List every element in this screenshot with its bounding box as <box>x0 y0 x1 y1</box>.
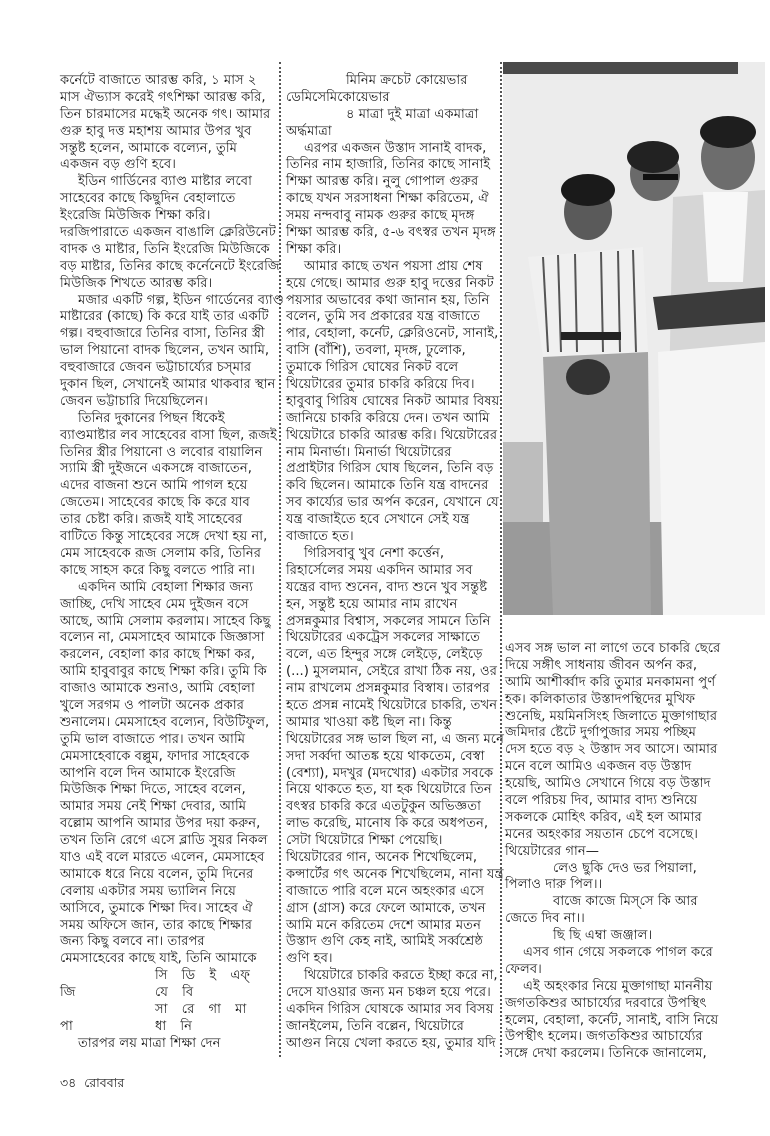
text-line: তার চেষ্টা করি। রূজই যাই সাহেবের <box>60 512 243 528</box>
notation-right: ধা নি <box>155 1018 193 1034</box>
magazine-name: রোববার <box>84 1075 125 1090</box>
notation-left: জি <box>60 985 76 1001</box>
text-line: থিয়েটারের তুমার চাকরি করিয়ে দিব। <box>286 377 475 393</box>
text-line: বেলায় একটার সময় ভ্যালিন নিয়ে <box>60 883 236 899</box>
text-line: বলে, এত হিন্দুর সঙ্গে লেইড়ে, লেইড়ে <box>286 647 483 663</box>
text-line: আমাকে ধরে নিয়ে বলেন, তুমি দিনের <box>60 866 254 882</box>
text-line: একদিন গিরিস ঘোষকে আমার সব বিসয় <box>286 1001 494 1017</box>
text-line: তিন চারমাসের মদ্ধেই অনেক গৎ। আমার <box>60 106 271 122</box>
text-line: হতে প্রসন্ন নামেই থিয়েটারে চাকরি, তখন <box>286 697 498 713</box>
text-line: মেমসাহেবের কাছে যাই, তিনি আমাকে <box>60 951 257 967</box>
text-line: বড় মাষ্টার, তিনির কাছে কর্নেনেটে ইংরেজি <box>60 258 280 274</box>
text-line: বহুবাজারে জেবন ভট্টাচার্য্যের চস্‌মার <box>60 360 252 376</box>
text-line: অর্দ্ধমাত্রা <box>286 123 332 139</box>
text-line: সেটা থিয়েটারে শিক্ষা পেয়েছি। <box>286 833 443 849</box>
text-line: মেমসাহেবাকে বল্লুম, ফাদার সাহেবকে <box>60 748 250 764</box>
text-line: বাজাও আমাকে শুনাও, আমি বেহালা <box>60 681 255 697</box>
text-line: বাজাতে পারি বলে মনে অহংকার এসে <box>286 883 485 899</box>
text-line: দিয়ে সঙ্গীৎ সাধনায় জীবন অর্পন কর, <box>505 657 698 673</box>
text-line: এই অহংকার নিয়ে মুক্তাগাছা মাননীয় <box>523 978 713 994</box>
text-line: দেসে যাওয়ার জন্য মন চঞ্চল হয়ে পরে। <box>286 985 491 1001</box>
text-line: আমি আশীর্ব্বাদ করি তুমার মনকামনা পুর্ণ <box>505 674 716 690</box>
text-line: সদা সর্ব্বদা আতঙ্ক হয়ে থাকতেম, বেস্বা <box>286 748 485 764</box>
text-line: আপনি বলে দিন আমাকে ইংরেজি <box>60 765 236 781</box>
notation-line <box>60 1002 276 1019</box>
text-line: আমি হাবুবাবুর কাছে শিক্ষা করি। তুমি কি <box>60 664 267 680</box>
text-line: এসব গান গেয়ে সকলকে পাগল করে <box>523 945 713 961</box>
text-line: নাম রাখলেম প্রসন্নকুমার বিস্বাষ। তারপর <box>286 681 490 697</box>
text-line: করলেন, বেহালা কার কাছে শিক্ষা কর, <box>60 647 256 663</box>
text-line: আছে, আমি সেলাম করলাম। সাহেব কিছু <box>60 613 271 629</box>
text-line: কর্নেটে বাজাতে আরম্ভ করি, ১ মাস ২ <box>60 73 257 88</box>
text-line: বাজে কাজে মিস্‌সে কি আর <box>553 894 698 910</box>
text-line: ব্যাণ্ডমাষ্টার লব সাহেবের বাসা ছিল, রূজই <box>60 427 277 443</box>
text-line: তখন তিনি রেগে এসে ব্লাডি সুয়র নিকল <box>60 833 268 849</box>
text-line: সাহেবের কাছে কিছুদিন বেহালাতে <box>60 191 236 207</box>
text-line: রিহার্সেলের সময় একদিন আমার সব <box>286 562 473 578</box>
text-line: গুরু হাবু দত্ত মহাশয় আমার উপর খুব <box>60 123 252 139</box>
text-line: মিউজিক শিখতে আরম্ভ করি। <box>60 275 213 291</box>
text-line: জানইলেম, তিনি বল্লেন, থিয়েটারে <box>286 1018 464 1034</box>
text-line: হক। কলিকাতার উস্তাদপন্থিদের মুখিফ <box>505 691 696 707</box>
text-line: (...) মুসলমান, সেইরে রাখা ঠিক নয়, ওর <box>286 664 497 680</box>
text-line: আগুন নিয়ে খেলা করতে হয়, তুমার যদি <box>286 1035 496 1051</box>
text-line: গ্রাস (গ্রাস) করে ফেলে আমাকে, তখন <box>286 900 486 916</box>
text-line: উস্তাদ গুণি কেহ নাই, আমিই সর্ব্বশ্রেষ্ঠ <box>286 934 483 950</box>
text-line: জেবন ভট্টাচারি দিয়েছিলেন। <box>60 393 208 409</box>
article-column-2 <box>286 73 504 1053</box>
text-line: বল্লোম আপনি আমার উপর দয়া করুন, <box>60 816 261 832</box>
text-line: তিনির স্ত্রীর পিয়ানো ও লবোর বায়ালিন <box>60 444 263 460</box>
notation-right: সা রে গা মা <box>155 1001 247 1017</box>
text-line: শুনালেম। মেমসাহেব বল্যেন, বিউটিফুল, <box>60 714 270 730</box>
text-line: নাম মিনার্ভা। মিনার্ভা থিয়েটারের <box>286 444 452 460</box>
text-line: থিয়েটারের সঙ্গ ভাল ছিল না, এ জন্য মনে <box>286 731 504 747</box>
text-line: মিনিম ক্রচেট কোয়েভার <box>346 73 468 88</box>
text-line: ৪ মাত্রা দুই মাত্রা একমাত্রা <box>346 106 479 122</box>
text-line: ইডিন গার্ডিনের ব্যাণ্ড মাষ্টার লবো <box>78 174 252 190</box>
text-line: প্রসন্নকুমার বিশ্বাস, সকলের সামনে তিনি <box>286 613 491 629</box>
page-footer <box>60 1075 124 1095</box>
text-line: বাজাতে হত। <box>286 529 354 545</box>
text-line: কাছে সাহস করে কিছু বলতে পারি না। <box>60 562 256 578</box>
text-line: তুমি ভাল বাজাতে পার। তখন আমি <box>60 731 246 747</box>
text-line: দরজিপারাতে একজন বাঙালি ক্লেরিউনেট <box>60 225 276 241</box>
text-line: মাস ঐভ্যাস করেই গৎশিক্ষা আরম্ভ করি, <box>60 89 266 105</box>
text-line: এদের বাজনা শুনে আমি পাগল হয়ে <box>60 478 248 494</box>
text-line: পিলাও দারু পিল।। <box>505 877 603 893</box>
text-line: একজন বড় গুণি হবে। <box>60 157 176 173</box>
text-line: বাসি (বাঁশি), তবলা, মৃদঙ্গ, ঢুলোক, <box>286 343 466 359</box>
text-line: মনের অহংকার সয়তান চেপে বসেছে। <box>505 826 698 842</box>
text-line: আমার সময় নেই শিক্ষা দেবার, আমি <box>60 799 247 815</box>
page-number: ৩৪ <box>60 1075 77 1090</box>
text-line: জানিয়ে চাকরি করিয়ে দেন। তখন আমি <box>286 410 490 426</box>
text-line: উপস্থীৎ হলেম। জগতকিশুর আচার্য্যের <box>505 1029 703 1045</box>
text-line: বাটিতে কিন্তু সাহেবের সঙ্গে দেখা হয় না, <box>60 529 268 545</box>
text-line: হলেম, বেহালা, কর্নেট, সানাই, বাসি নিয়ে <box>505 1012 719 1028</box>
text-line: সকলকে মোহিৎ করিব, এই হল আমার <box>505 809 702 825</box>
text-line: মিউজিক শিক্ষা দিতে, সাহেব বলেন, <box>60 782 246 798</box>
text-line: নিয়ে থাকতে হত, যা হক থিয়েটারে তিন <box>286 782 492 798</box>
text-line: লাভ করেছি, মানোষ কি করে অধপতন, <box>286 816 489 832</box>
text-line: জন্য কিছু বলবে না। তারপর <box>60 934 205 950</box>
text-line: পয়সার অভাবের কথা জানান হয়, তিনি <box>286 292 490 308</box>
article-column-1 <box>60 73 284 1053</box>
text-line: তিনির নাম হাজারি, তিনির কাছে সানাই <box>286 157 491 173</box>
text-line: পার, বেহালা, কর্নেট, ক্লেরিওনেট, সানাই, <box>286 326 499 342</box>
text-line: জেতেম। সাহেবের কাছে কি করে যাব <box>60 495 250 511</box>
text-line: জমিদার ষ্টেটে দুর্গাপুজার সময় পচ্ছিম <box>505 725 696 741</box>
notation-line <box>60 985 276 1002</box>
notation-line <box>60 968 276 985</box>
text-line: দুকান ছিল, সেখানেই আমার থাকবার স্থান <box>60 377 276 393</box>
text-line: প্রপ্রাইটার গিরিস ঘোষ ছিলেন, তিনি বড় <box>286 461 494 477</box>
notation-line <box>60 1019 276 1036</box>
text-line: সময় অফিসে জান, তার কাছে শিক্ষার <box>60 917 252 933</box>
text-line: মজার একটি গল্প, ইডিন গার্ডেনের ব্যাণ্ড <box>78 292 284 308</box>
text-line: থিয়েটারে চাকরি আরম্ভ করি। থিয়েটারের <box>286 427 498 443</box>
notation-right: যে বি <box>155 985 194 1001</box>
text-line: এরপর একজন উস্তাদ সানাই বাদক, <box>304 140 487 156</box>
archival-photograph <box>503 62 765 615</box>
text-line: থিয়েটারে চাকরি করতে ইচ্ছা করে না, <box>304 968 498 984</box>
text-line: আমার খাওয়া কষ্ট ছিল না। কিন্তু <box>286 714 452 730</box>
text-line: ছি ছি এম্বা জঞ্জাল। <box>553 928 653 944</box>
text-line: আসিবে, তুমাকে শিক্ষা দিব। সাহেব ঐ <box>60 900 253 916</box>
text-line: জাচ্ছি, দেখি সাহেব মেম দুইজন বসে <box>60 596 249 612</box>
text-line: মেম সাহেবকে রূজ সেলাম করি, তিনির <box>60 545 262 561</box>
text-line: একদিন আমি বেহালা শিক্ষার জন্য <box>78 579 254 595</box>
text-line: হন, সন্তুষ্ট হয়ে আমার নাম রাখেন <box>286 596 458 612</box>
text-line: তারপর লয় মাত্রা শিক্ষা দেন <box>78 1035 221 1051</box>
text-line: সন্তুষ্ট হলেন, আমাকে বল্যেন, তুমি <box>60 140 237 156</box>
text-line: হাবুবাবু গিরিষ ঘোষের নিকট আমার বিষয় <box>286 393 500 409</box>
text-line: বল্যেন না, মেমসাহেব আমাকে জিজ্ঞাসা <box>60 630 265 646</box>
text-line: ইংরেজি মিউজিক শিক্ষা করি। <box>60 208 211 224</box>
photo-image <box>503 62 765 615</box>
text-line: শিক্ষা আরম্ভ করি। নুলু গোপাল গুরুর <box>286 174 479 190</box>
text-line: শিক্ষা করি। <box>286 241 342 257</box>
notation-right: সি ডি ই এফ্ <box>155 968 250 984</box>
article-column-3 <box>505 641 767 1063</box>
text-line: থিয়েটারের গান, অনেক শিখেছিলেম, <box>286 849 478 865</box>
text-line: লেও ছুকি দেও ভর পিয়ালা, <box>553 860 697 876</box>
text-line: যন্ত্রের বাদ্য শুনেন, বাদ্য শুনে খুব সন্তুষ্ট <box>286 579 488 595</box>
text-line: বলেন, তুমি সব প্রকারের যন্ত্র বাজাতে <box>286 309 480 325</box>
text-line: তুমাকে গিরিস ঘোষের নিকট বলে <box>286 360 459 376</box>
text-line: ভাল পিয়ানো বাদক ছিলেন, তখন আমি, <box>60 343 270 359</box>
text-line: আমি মনে করিতেম দেশে আমার মতন <box>286 917 481 933</box>
text-line: শিক্ষা আরম্ভ করি, ৫-৬ বৎস্বর তখন মৃদঙ্গ <box>286 225 496 241</box>
column-divider <box>279 62 281 1057</box>
text-line: বলে পরিচয় দিব, আমার বাদ্য শুনিয়ে <box>505 793 698 809</box>
text-line: গল্প। বহুবাজারে তিনির বাসা, তিনির স্ত্রী <box>60 326 265 342</box>
text-line: জগতকিশুর আচার্য্যের দরবারে উপস্থিৎ <box>505 995 707 1011</box>
text-line: খুলে সরগম ও পালটা অনেক প্রকার <box>60 697 244 713</box>
text-line: ফেলব। <box>505 961 542 977</box>
text-line: আমার কাছে তখন পয়সা প্রায় শেষ <box>304 258 483 274</box>
text-line: শুনেছি, ময়মিনসিংহ জিলাতে মুক্তাগাছার <box>505 708 718 724</box>
text-line: যাও এই বলে মারতে এলেন, মেমসাহেব <box>60 849 265 865</box>
text-line: থিয়েটারের একট্রেস সকলের সাক্ষাতে <box>286 630 480 646</box>
text-line: যন্ত্র বাজাইতে হবে সেখানে সেই যন্ত্র <box>286 512 470 528</box>
text-line: হয়েছি, আমিও সেখানে গিয়ে বড় উস্তাদ <box>505 776 711 792</box>
text-line: গিরিসবাবু খুব নেশা কর্ত্তেন, <box>304 545 445 561</box>
text-line: ডেমিসেমিকোয়েভার <box>286 89 390 105</box>
text-line: জেতে দিব না।। <box>505 911 585 927</box>
text-line: হয়ে গেছে। আমার গুরু হাবু দত্তের নিকট <box>286 275 494 291</box>
text-line: কবি ছিলেন। আমাকে তিনি যন্ত্র বাদনের <box>286 478 489 494</box>
text-line: সঙ্গে দেখা করলেম। তিনিকে জানালেম, <box>505 1046 707 1062</box>
text-line: থিয়েটারের গান— <box>505 843 599 859</box>
text-line: মনে বলে আমিও একজন বড় উস্তাদ <box>505 759 692 775</box>
text-line: সময় নন্দবাবু নামক গুরুর কাছে মৃদঙ্গ <box>286 208 475 224</box>
text-line: মাষ্টারের (কাছে) কি করে যাই তার একটি <box>60 309 269 325</box>
text-line: কাছে যখন সরসাধনা শিক্ষা করিতেম, ঐ <box>286 191 489 207</box>
notation-left: পা <box>60 1018 73 1034</box>
text-line: এসব সঙ্গ ভাল না লাগে তবে চাকরি ছেরে <box>505 641 721 656</box>
text-line: তিনির দুকানের পিছন ধিকেই <box>78 410 225 426</box>
text-line: বাদক ও মাষ্টার, তিনি ইংরেজি মিউজিকে <box>60 241 270 257</box>
text-line: (বেশ্যা), মদখুর (মদখোর) একটার সবকে <box>286 765 494 781</box>
text-line: দেস হতে বড় ২ উস্তাদ সব আসে। আমার <box>505 742 718 758</box>
text-line: সব কার্য্যের ভার অর্পন করেন, যেখানে যে <box>286 495 499 511</box>
text-line: স্যামি স্ত্রী দুইজনে একসঙ্গে বাজাতেন, <box>60 461 252 477</box>
text-line: কন্সার্টের গৎ অনেক শিখেছিলেম, নানা যন্ত্র <box>286 866 504 882</box>
text-line: বৎস্বর চাকরি করে এতটুকুন অভিজ্ঞতা <box>286 799 481 815</box>
column-divider <box>500 62 502 1057</box>
text-line: গুণি হব। <box>286 951 333 967</box>
